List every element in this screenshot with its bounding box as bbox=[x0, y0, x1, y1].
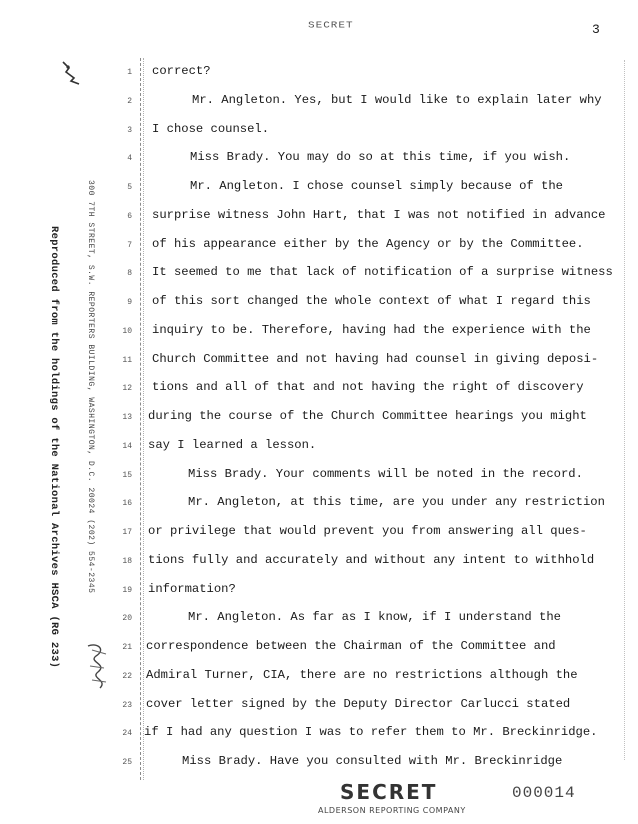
page-number: 3 bbox=[592, 22, 600, 37]
line-number: 20 bbox=[122, 614, 132, 624]
transcript-line: I chose counsel. bbox=[152, 121, 270, 136]
reporting-company-name: ALDERSON REPORTING COMPANY bbox=[318, 806, 466, 815]
transcript-line: Miss Brady. Have you consulted with Mr. Breckinridge bbox=[182, 754, 563, 768]
line-number: 16 bbox=[122, 499, 132, 509]
transcript-line: Admiral Turner, CIA, there are no restrictions although the bbox=[146, 667, 578, 682]
transcript-line: inquiry to be. Therefore, having had the experience with the bbox=[152, 322, 591, 337]
line-number: 4 bbox=[127, 154, 132, 164]
transcript-line: correct? bbox=[152, 64, 211, 78]
right-margin-rule bbox=[624, 60, 626, 760]
transcript-line: Miss Brady. You may do so at this time, if you wish. bbox=[190, 150, 571, 165]
transcript-line: say I learned a lesson. bbox=[148, 437, 317, 452]
transcript-line: Church Committee and not having had counsel in giving deposi- bbox=[152, 351, 599, 366]
transcript-line: Mr. Angleton. As far as I know, if I understand the bbox=[188, 610, 561, 625]
line-number: 14 bbox=[122, 441, 132, 451]
line-number: 13 bbox=[122, 413, 132, 422]
line-number: 3 bbox=[127, 125, 132, 135]
line-number: 17 bbox=[122, 528, 132, 537]
transcript-line: Mr. Angleton. I chose counsel simply because of the bbox=[190, 179, 563, 193]
handwritten-scribble-icon bbox=[84, 640, 114, 692]
transcript-line: surprise witness John Hart, that I was not notified in advance bbox=[152, 207, 606, 222]
line-number: 22 bbox=[122, 671, 132, 681]
line-number: 12 bbox=[122, 384, 132, 394]
transcript-line: if I had any question I was to refer them to Mr. Breckinridge. bbox=[144, 725, 598, 740]
transcript-line: correspondence between the Chairman of the Committee and bbox=[146, 639, 556, 653]
transcript-line: of this sort changed the whole context of what I regard this bbox=[152, 294, 591, 308]
left-margin-rule-inner bbox=[143, 58, 145, 780]
transcript-line: information? bbox=[148, 581, 236, 596]
transcript-line: cover letter signed by the Deputy Director Carlucci stated bbox=[146, 696, 571, 711]
transcript-line: Mr. Angleton, at this time, are you under any restriction bbox=[188, 495, 605, 510]
line-number: 11 bbox=[122, 355, 132, 365]
line-number: 10 bbox=[122, 326, 132, 336]
transcript-line: It seemed to me that lack of notification of a surprise witness bbox=[152, 265, 613, 280]
transcript-line: Miss Brady. Your comments will be noted in the record. bbox=[188, 466, 583, 481]
line-number: 19 bbox=[122, 585, 132, 595]
transcript-line: tions fully and accurately and without any intent to withhold bbox=[148, 552, 595, 567]
document-control-number: 000014 bbox=[512, 784, 576, 802]
line-number: 6 bbox=[127, 211, 132, 221]
transcript-line: of his appearance either by the Agency or by the Committee. bbox=[152, 236, 584, 251]
line-number: 25 bbox=[122, 758, 132, 767]
line-number: 7 bbox=[127, 240, 132, 250]
line-number: 23 bbox=[122, 700, 132, 710]
line-number: 15 bbox=[122, 470, 132, 480]
footer-secret-stamp: SECRET bbox=[340, 780, 438, 804]
line-number: 8 bbox=[127, 269, 132, 279]
transcript-line: during the course of the Church Committee hearings you might bbox=[148, 409, 587, 423]
line-number: 9 bbox=[127, 298, 132, 307]
archive-reproduction-note: Reproduced from the holdings of the National Archives HSCA (RG 233) bbox=[48, 226, 60, 669]
line-number: 5 bbox=[127, 183, 132, 192]
line-number: 2 bbox=[127, 96, 132, 106]
header-classification-stamp: SECRET bbox=[308, 21, 354, 31]
line-number: 24 bbox=[122, 729, 132, 739]
reporter-address-line: 300 7TH STREET, S.W. REPORTERS BUILDING, WASHINGTON, D.C. 20024 (202) 554-2345 bbox=[86, 180, 95, 594]
transcript-line: or privilege that would prevent you from answering all ques- bbox=[148, 524, 587, 538]
line-number: 18 bbox=[122, 556, 132, 566]
transcript-line: tions and all of that and not having the right of discovery bbox=[152, 380, 584, 395]
margin-mark-icon bbox=[60, 58, 82, 86]
transcript-line: Mr. Angleton. Yes, but I would like to explain later why bbox=[192, 92, 602, 107]
line-number: 21 bbox=[122, 643, 132, 652]
left-margin-rule bbox=[140, 58, 142, 780]
line-number: 1 bbox=[127, 68, 132, 77]
